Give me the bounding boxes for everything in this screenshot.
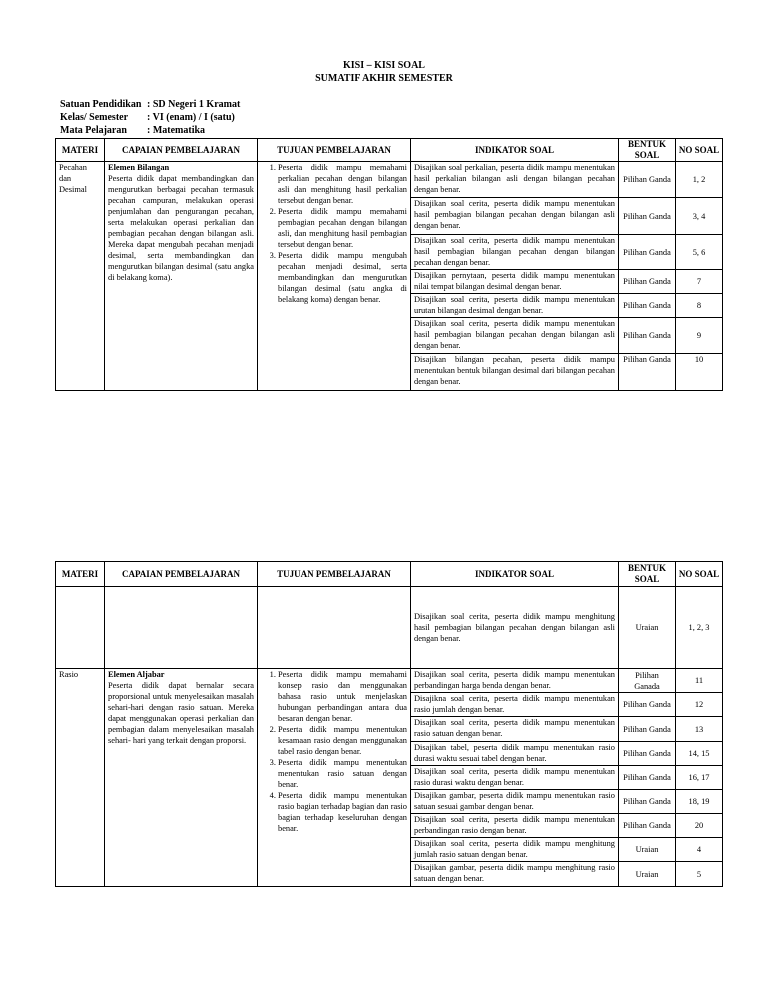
no-cell: 5, 6 xyxy=(676,235,723,270)
header-no: NO SOAL xyxy=(676,562,723,587)
bentuk-cell: Pilihan Ganda xyxy=(619,294,676,318)
no-cell: 8 xyxy=(676,294,723,318)
table-header-row xyxy=(56,139,723,162)
document-subtitle: SUMATIF AKHIR SEMESTER xyxy=(315,73,453,84)
bentuk-cell: Pilihan Ganda xyxy=(619,693,676,717)
capaian-cell xyxy=(105,162,258,391)
no-cell: 16, 17 xyxy=(676,766,723,790)
capaian-text: Peserta didik dapat bernalar secara proporsional untuk menyelesaikan masalah sehari-hari dengan rasio satuan. Mereka dapat menggunakan operasi perkalian dan pembagian dalam menyelesaikan masalah sehari- hari yang terkait dengan proporsi. xyxy=(108,681,254,745)
no-cell: 7 xyxy=(676,270,723,294)
bentuk-cell: Pilihan Ganda xyxy=(619,354,676,391)
indikator-cell: Disajikan soal cerita, peserta didik mampu menentukan urutan bilangan desimal dengan benar. xyxy=(411,294,619,318)
tujuan-item: 3. Peserta didik mampu mengubah pecahan menjadi desimal, serta membandingkan dan mengurutkan bilangan desimal (satu angka di belakang koma) dengan benar. xyxy=(278,250,407,305)
indikator-cell: Disajikna soal cerita, peserta didik mampu menentukan rasio jumlah dengan benar. xyxy=(411,693,619,717)
indikator-cell: Disajikan soal cerita, peserta didik mampu menentukan perbandingan harga benda dengan benar. xyxy=(411,669,619,693)
tujuan-item: 1. Peserta didik mampu memahami konsep rasio dan menggunakan bahasa rasio untuk menjelaskan hubungan perbandingan antara dua besaran dengan benar. xyxy=(278,669,407,724)
indikator-cell: Disajikan gambar, peserta didik mampu menghitung rasio satuan dengan benar. xyxy=(411,862,619,887)
bentuk-cell: Pilihan Ganda xyxy=(619,318,676,354)
indikator-cell: Disajikan soal cerita, peserta didik mampu menghitung hasil pembagian bilangan pecahan dengan bilangan asli dengan benar. xyxy=(411,587,619,669)
no-cell: 20 xyxy=(676,814,723,838)
capaian-title: Elemen Aljabar xyxy=(108,670,165,679)
table-header-row xyxy=(56,562,723,587)
tujuan-item: 4. Peserta didik mampu menentukan rasio bagian terhadap bagian dan rasio bagian terhadap keseluruhan dengan benar. xyxy=(278,790,407,834)
indikator-cell: Disajikan soal cerita, peserta didik mampu menghitung jumlah rasio satuan dengan benar. xyxy=(411,838,619,862)
no-cell: 4 xyxy=(676,838,723,862)
kisi-table-2 xyxy=(55,561,723,887)
tujuan-item: 2. Peserta didik mampu menentukan kesamaan rasio dengan menggunakan tabel rasio dengan benar. xyxy=(278,724,407,757)
bentuk-cell: Pilihan Ganda xyxy=(619,162,676,198)
indikator-cell: Disajikan soal cerita, peserta didik mampu menentukan hasil pembagian bilangan pecahan dengan bilangan asli dengan benar. xyxy=(411,318,619,354)
indikator-cell: Disajikan bilangan pecahan, peserta didik mampu menentukan bentuk bilangan desimal dari bilangan pecahan dengan benar. xyxy=(411,354,619,391)
tujuan-cell-empty xyxy=(258,587,411,669)
table-row xyxy=(56,162,723,198)
no-cell: 10 xyxy=(676,354,723,391)
no-cell: 3, 4 xyxy=(676,198,723,235)
capaian-title: Elemen Bilangan xyxy=(108,163,170,172)
kisi-table-1 xyxy=(55,138,723,391)
header-capaian: CAPAIAN PEMBELAJARAN xyxy=(105,139,258,162)
tujuan-item: 3. Peserta didik mampu menentukan menentukan rasio satuan dengan benar. xyxy=(278,757,407,790)
header-materi: MATERI xyxy=(56,562,105,587)
info-label: Satuan Pendidikan xyxy=(60,99,142,110)
no-cell: 9 xyxy=(676,318,723,354)
bentuk-cell: Pilihan Ganda xyxy=(619,790,676,814)
header-tujuan: TUJUAN PEMBELAJARAN xyxy=(258,562,411,587)
info-label: Kelas/ Semester xyxy=(60,112,129,123)
indikator-cell: Disajikan tabel, peserta didik mampu menentukan rasio durasi waktu sesuai tabel dengan benar. xyxy=(411,742,619,766)
header-bentuk: BENTUK SOAL xyxy=(619,139,676,162)
tujuan-cell xyxy=(258,669,411,887)
bentuk-cell: Pilihan Ganda xyxy=(619,814,676,838)
no-cell: 12 xyxy=(676,693,723,717)
no-cell: 13 xyxy=(676,717,723,742)
header-indikator: INDIKATOR SOAL xyxy=(411,562,619,587)
bentuk-cell: Pilihan Ganda xyxy=(619,717,676,742)
materi-cell: Pecahan dan Desimal xyxy=(56,162,105,391)
header-materi: MATERI xyxy=(56,139,105,162)
no-cell: 11 xyxy=(676,669,723,693)
bentuk-cell: Pilihan Ganada xyxy=(619,669,676,693)
info-row xyxy=(60,111,240,124)
info-value: : Matematika xyxy=(147,125,206,136)
bentuk-cell: Pilihan Ganda xyxy=(619,742,676,766)
table-row xyxy=(56,587,723,669)
no-cell: 14, 15 xyxy=(676,742,723,766)
indikator-cell: Disajikan soal cerita, peserta didik mampu menentukan rasio durasi waktu dengan benar. xyxy=(411,766,619,790)
indikator-cell: Disajikan soal perkalian, peserta didik mampu menentukan hasil perkalian bilangan asli dengan bilangan pecahan dengan benar. xyxy=(411,162,619,198)
info-row xyxy=(60,124,240,137)
table-row xyxy=(56,669,723,693)
bentuk-cell: Pilihan Ganda xyxy=(619,198,676,235)
header-indikator: INDIKATOR SOAL xyxy=(411,139,619,162)
tujuan-item: 1. Peserta didik mampu memahami perkalian pecahan dengan bilangan asli dan menghitung hasil perkalian tersebut dengan benar. xyxy=(278,162,407,206)
header-bentuk: BENTUK SOAL xyxy=(619,562,676,587)
indikator-cell: Disajikan soal cerita, peserta didik mampu menentukan perbandingan rasio dengan benar. xyxy=(411,814,619,838)
document-title: KISI – KISI SOAL xyxy=(343,60,425,71)
bentuk-cell: Pilihan Ganda xyxy=(619,270,676,294)
header-no: NO SOAL xyxy=(676,139,723,162)
info-row xyxy=(60,98,240,111)
indikator-cell: Disajikan pernytaan, peserta didik mampu menentukan nilai tempat bilangan desimal dengan benar. xyxy=(411,270,619,294)
tujuan-list xyxy=(261,669,407,834)
indikator-cell: Disajikan soal cerita, peserta didik mampu menentukan rasio satuan dengan benar. xyxy=(411,717,619,742)
no-cell: 1, 2 xyxy=(676,162,723,198)
info-label: Mata Pelajaran xyxy=(60,125,127,136)
materi-cell: Rasio xyxy=(56,669,105,887)
tujuan-list xyxy=(261,162,407,305)
tujuan-item: 2. Peserta didik mampu memahami pembagian pecahan dengan bilangan asli, dan menghitung hasil pembagian tersebut dengan benar. xyxy=(278,206,407,250)
indikator-cell: Disajikan soal cerita, peserta didik mampu menentukan hasil pembagian bilangan pecahan dengan bilangan asli dengan benar. xyxy=(411,198,619,235)
tujuan-cell xyxy=(258,162,411,391)
bentuk-cell: Pilihan Ganda xyxy=(619,235,676,270)
indikator-cell: Disajikan gambar, peserta didik mampu menentukan rasio satuan sesuai gambar dengan benar. xyxy=(411,790,619,814)
bentuk-cell: Uraian xyxy=(619,838,676,862)
bentuk-cell: Uraian xyxy=(619,587,676,669)
capaian-text: Peserta didik dapat membandingkan dan mengurutkan berbagai pecahan termasuk pecahan campuran, melakukan operasi penjumlahan dan pengurangan pecahan, serta melakukan operasi perkalian dan pembagian pecahan dengan bilangan asli. Mereka dapat mengubah pecahan menjadi desimal, serta membandingkan dan mengurutkan bilangan desimal (satu angka di belakang koma). xyxy=(108,174,254,282)
header-tujuan: TUJUAN PEMBELAJARAN xyxy=(258,139,411,162)
header-capaian: CAPAIAN PEMBELAJARAN xyxy=(105,562,258,587)
info-block xyxy=(60,98,240,137)
capaian-cell xyxy=(105,669,258,887)
materi-cell-empty xyxy=(56,587,105,669)
no-cell: 1, 2, 3 xyxy=(676,587,723,669)
info-value: : VI (enam) / I (satu) xyxy=(147,112,235,123)
no-cell: 18, 19 xyxy=(676,790,723,814)
no-cell: 5 xyxy=(676,862,723,887)
info-value: : SD Negeri 1 Kramat xyxy=(147,99,241,110)
bentuk-cell: Uraian xyxy=(619,862,676,887)
indikator-cell: Disajikan soal cerita, peserta didik mampu menentukan hasil pembagian bilangan pecahan dengan bilangan pecahan dengan benar. xyxy=(411,235,619,270)
capaian-cell-empty xyxy=(105,587,258,669)
bentuk-cell: Pilihan Ganda xyxy=(619,766,676,790)
